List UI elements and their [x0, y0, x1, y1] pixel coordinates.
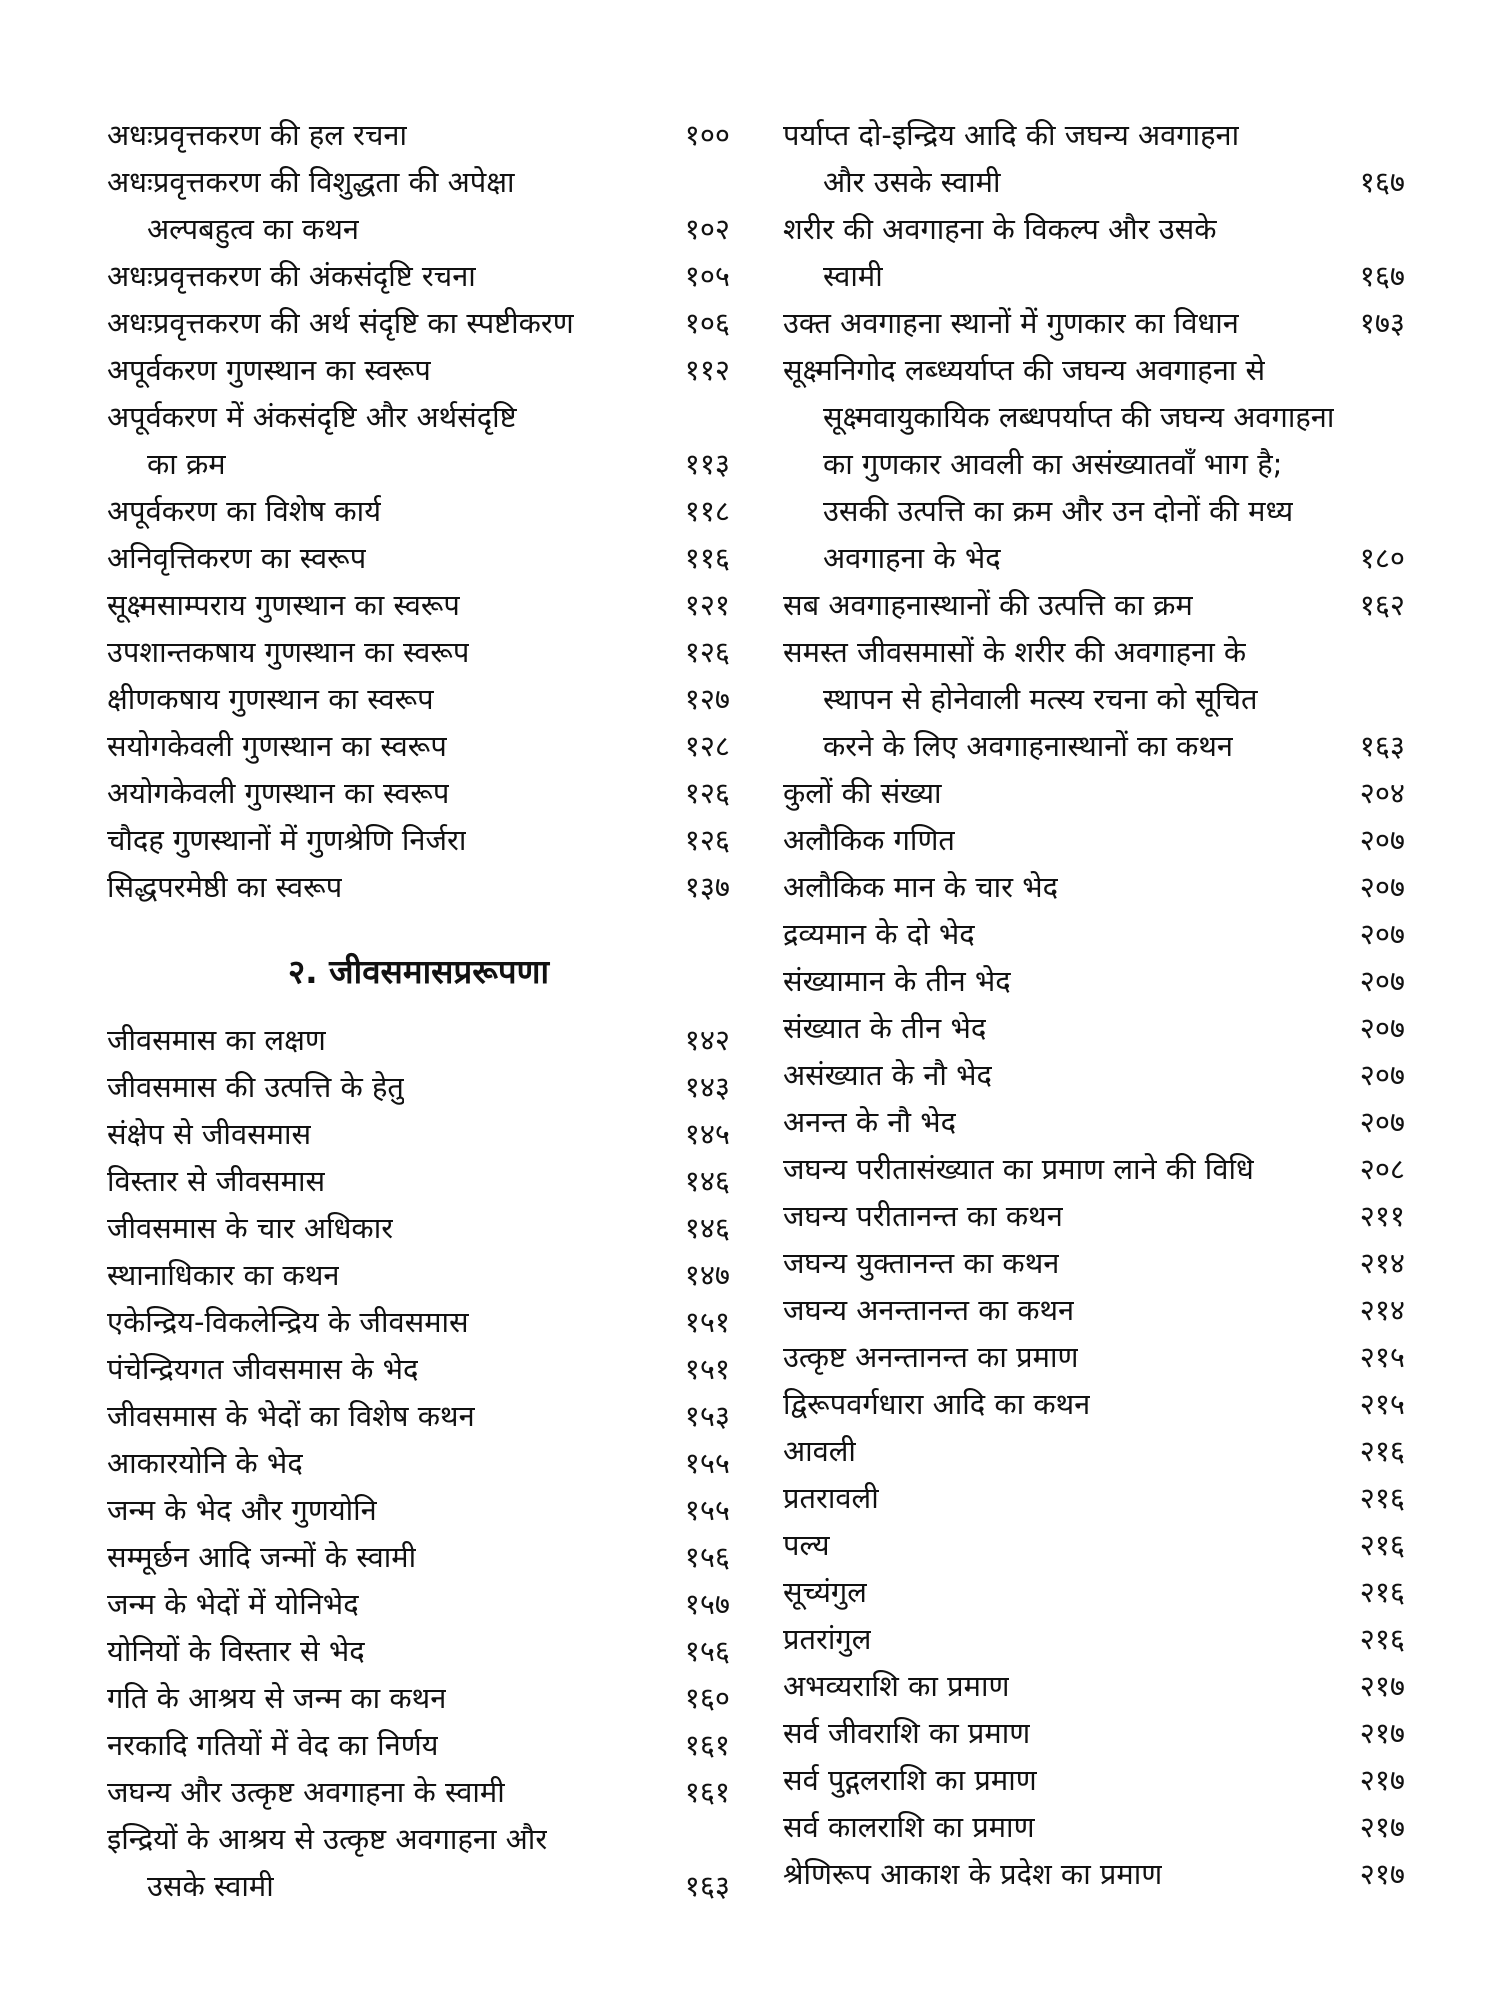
- toc-entry: [107, 1017, 730, 1064]
- toc-page-number: २०७: [1359, 870, 1405, 904]
- toc-list-right: [783, 112, 1405, 1898]
- toc-entry: [783, 1052, 1405, 1099]
- toc-entry-continuation-line: [783, 253, 1405, 300]
- toc-entry-line: [107, 1487, 730, 1534]
- toc-entry: [783, 1663, 1405, 1710]
- toc-entry: [107, 1487, 730, 1534]
- toc-entry-title: अधःप्रवृत्तकरण की अर्थ संदृष्टि का स्पष्टीकरण: [107, 306, 574, 340]
- toc-entry: [107, 1628, 730, 1675]
- toc-page-number: १४६: [684, 1211, 730, 1245]
- toc-entry: [783, 864, 1405, 911]
- toc-entry: [783, 629, 1405, 770]
- toc-entry: [107, 1393, 730, 1440]
- toc-entry-title: जघन्य युक्तानन्त का कथन: [783, 1246, 1060, 1280]
- toc-entry-title: अलौकिक गणित: [783, 823, 955, 857]
- toc-entry: [107, 1205, 730, 1252]
- toc-page-number: २०७: [1359, 1058, 1405, 1092]
- toc-page-number: १४६: [684, 1164, 730, 1198]
- toc-page-number: १६३: [684, 1869, 730, 1903]
- toc-entry: [107, 112, 730, 159]
- toc-page-number: १२६: [684, 635, 730, 669]
- toc-entry-title: श्रेणिरूप आकाश के प्रदेश का प्रमाण: [783, 1857, 1163, 1891]
- toc-entry: [783, 911, 1405, 958]
- toc-entry-line: [107, 1393, 730, 1440]
- toc-entry-title: अनिवृत्तिकरण का स्वरूप: [107, 541, 367, 575]
- toc-page-number: १२८: [684, 729, 730, 763]
- toc-entry: [107, 1581, 730, 1628]
- toc-entry: [783, 347, 1405, 582]
- toc-page-number: १५५: [684, 1446, 730, 1480]
- toc-page-number: २१६: [1359, 1434, 1405, 1468]
- toc-entry-continuation-line: [107, 441, 730, 488]
- toc-entry-line: [783, 347, 1405, 394]
- toc-entry-title: समस्त जीवसमासों के शरीर की अवगाहना के: [783, 635, 1247, 669]
- toc-entry-line: [107, 770, 730, 817]
- toc-entry-line: [107, 112, 730, 159]
- toc-entry-line: [783, 1334, 1405, 1381]
- toc-entry-line: [783, 911, 1405, 958]
- toc-entry: [783, 1569, 1405, 1616]
- toc-entry-title: का क्रम: [147, 447, 226, 481]
- toc-page-number: १५१: [684, 1305, 730, 1339]
- toc-entry-continuation-line: [783, 441, 1405, 488]
- toc-entry: [107, 1769, 730, 1816]
- toc-entry-title: अपूर्वकरण का विशेष कार्य: [107, 494, 382, 528]
- toc-entry-title: अधःप्रवृत्तकरण की अंकसंदृष्टि रचना: [107, 259, 476, 293]
- toc-entry-title: प्रतरावली: [783, 1481, 879, 1515]
- toc-entry: [783, 206, 1405, 300]
- toc-page-number: १०२: [684, 212, 730, 246]
- toc-entry: [783, 1287, 1405, 1334]
- toc-page-number: १८०: [1359, 541, 1405, 575]
- toc-entry: [107, 1111, 730, 1158]
- toc-entry: [783, 1475, 1405, 1522]
- toc-page-number: १४२: [684, 1023, 730, 1057]
- toc-page-number: १४३: [684, 1070, 730, 1104]
- toc-entry-line: [783, 1522, 1405, 1569]
- toc-entry-title: अपूर्वकरण गुणस्थान का स्वरूप: [107, 353, 431, 387]
- toc-entry-line: [783, 770, 1405, 817]
- toc-entry-line: [783, 1428, 1405, 1475]
- toc-entry: [783, 1710, 1405, 1757]
- toc-page-number: १०६: [684, 306, 730, 340]
- toc-entry: [783, 1851, 1405, 1898]
- toc-entry-title: सूक्ष्मसाम्पराय गुणस्थान का स्वरूप: [107, 588, 460, 622]
- toc-entry: [107, 629, 730, 676]
- toc-entry-line: [107, 1581, 730, 1628]
- toc-page-number: ११८: [684, 494, 730, 528]
- toc-entry-title: सूच्यंगुल: [783, 1575, 867, 1609]
- toc-entry-line: [107, 817, 730, 864]
- toc-entry: [107, 1346, 730, 1393]
- toc-page-number: १५६: [684, 1540, 730, 1574]
- toc-page-number: १४५: [684, 1117, 730, 1151]
- toc-entry-title: सूक्ष्मनिगोद लब्ध्यर्याप्त की जघन्य अवगाहना से: [783, 353, 1266, 387]
- toc-page-number: २१४: [1359, 1246, 1405, 1280]
- toc-entry-title: एकेन्द्रिय-विकलेन्द्रिय के जीवसमास: [107, 1305, 469, 1339]
- toc-page-number: २०८: [1359, 1152, 1405, 1186]
- toc-entry-title: उत्कृष्ट अनन्तानन्त का प्रमाण: [783, 1340, 1079, 1374]
- toc-entry: [107, 488, 730, 535]
- toc-entry-line: [107, 1722, 730, 1769]
- toc-entry-title: पर्याप्त दो-इन्द्रिय आदि की जघन्य अवगाहना: [783, 118, 1240, 152]
- toc-entry: [107, 159, 730, 253]
- toc-entry-line: [783, 1851, 1405, 1898]
- toc-entry-title: स्वामी: [823, 259, 883, 293]
- right-column: [783, 112, 1405, 1898]
- toc-page-number: १२१: [684, 588, 730, 622]
- toc-entry-title: और उसके स्वामी: [823, 165, 1001, 199]
- toc-entry-continuation-line: [783, 488, 1405, 535]
- toc-entry-title: उसकी उत्पत्ति का क्रम और उन दोनों की मध्य: [823, 494, 1294, 528]
- toc-page-number: २०७: [1359, 823, 1405, 857]
- toc-entry-line: [783, 629, 1405, 676]
- toc-entry-line: [783, 1475, 1405, 1522]
- toc-page-number: २१५: [1359, 1340, 1405, 1374]
- toc-entry: [783, 1616, 1405, 1663]
- toc-entry-line: [107, 1346, 730, 1393]
- toc-entry-title: नरकादि गतियों में वेद का निर्णय: [107, 1728, 439, 1762]
- toc-entry: [783, 1005, 1405, 1052]
- toc-entry-line: [783, 1005, 1405, 1052]
- toc-entry-title: सब अवगाहनास्थानों की उत्पत्ति का क्रम: [783, 588, 1193, 622]
- toc-entry-line: [783, 1146, 1405, 1193]
- toc-entry-title: द्विरूपवर्गधारा आदि का कथन: [783, 1387, 1091, 1421]
- toc-page-number: १२७: [684, 682, 730, 716]
- toc-entry-title: आकारयोनि के भेद: [107, 1446, 303, 1480]
- toc-entry-title: जघन्य अनन्तानन्त का कथन: [783, 1293, 1075, 1327]
- toc-page-number: १३७: [684, 870, 730, 904]
- toc-list-part-2: [107, 1017, 730, 1910]
- toc-entry: [107, 535, 730, 582]
- toc-entry-title: चौदह गुणस्थानों में गुणश्रेणि निर्जरा: [107, 823, 467, 857]
- toc-entry-title: अधःप्रवृत्तकरण की हल रचना: [107, 118, 407, 152]
- toc-page-number: १६३: [1359, 729, 1405, 763]
- toc-entry: [783, 1804, 1405, 1851]
- toc-entry-line: [783, 1287, 1405, 1334]
- toc-entry-line: [783, 1381, 1405, 1428]
- toc-entry-title: सर्व पुद्गलराशि का प्रमाण: [783, 1763, 1037, 1797]
- toc-entry-line: [107, 1205, 730, 1252]
- toc-entry-title: उसके स्वामी: [147, 1869, 274, 1903]
- toc-entry-title: पंचेन्द्रियगत जीवसमास के भेद: [107, 1352, 419, 1386]
- toc-page-number: २१७: [1359, 1857, 1405, 1891]
- toc-entry-title: आवली: [783, 1434, 856, 1468]
- toc-page-number: २०७: [1359, 1011, 1405, 1045]
- toc-entry-title: अलौकिक मान के चार भेद: [783, 870, 1059, 904]
- toc-page-number: २१६: [1359, 1528, 1405, 1562]
- toc-entry-title: उपशान्तकषाय गुणस्थान का स्वरूप: [107, 635, 470, 669]
- toc-entry-line: [107, 1675, 730, 1722]
- toc-entry-line: [107, 1299, 730, 1346]
- toc-entry-line: [107, 629, 730, 676]
- toc-entry: [783, 1428, 1405, 1475]
- toc-entry-line: [107, 488, 730, 535]
- toc-page-number: १६१: [684, 1728, 730, 1762]
- toc-entry-title: जघन्य परीतासंख्यात का प्रमाण लाने की विधि: [783, 1152, 1254, 1186]
- toc-entry: [107, 1534, 730, 1581]
- toc-page-number: १६७: [1359, 165, 1405, 199]
- toc-entry: [107, 1816, 730, 1910]
- toc-entry-title: संक्षेप से जीवसमास: [107, 1117, 312, 1151]
- toc-page-number: १०५: [684, 259, 730, 293]
- toc-entry: [107, 1722, 730, 1769]
- toc-entry-title: का गुणकार आवली का असंख्यातवाँ भाग है;: [823, 447, 1283, 481]
- toc-page-number: १६०: [684, 1681, 730, 1715]
- toc-entry: [107, 1064, 730, 1111]
- toc-list-part-1: [107, 112, 730, 911]
- toc-page-number: २०७: [1359, 1105, 1405, 1139]
- toc-entry: [107, 770, 730, 817]
- toc-page-number: १६७: [1359, 259, 1405, 293]
- toc-page-number: १२६: [684, 823, 730, 857]
- toc-entry: [107, 864, 730, 911]
- toc-page-number: १५६: [684, 1634, 730, 1668]
- toc-entry-title: सिद्धपरमेष्ठी का स्वरूप: [107, 870, 343, 904]
- toc-entry: [107, 394, 730, 488]
- toc-entry-line: [783, 300, 1405, 347]
- toc-entry-continuation-line: [783, 394, 1405, 441]
- toc-page-number: १७३: [1359, 306, 1405, 340]
- toc-entry-line: [783, 1052, 1405, 1099]
- toc-entry-line: [107, 582, 730, 629]
- toc-entry-title: उक्त अवगाहना स्थानों में गुणकार का विधान: [783, 306, 1239, 340]
- toc-entry-title: अधःप्रवृत्तकरण की विशुद्धता की अपेक्षा: [107, 165, 515, 199]
- toc-entry-title: शरीर की अवगाहना के विकल्प और उसके: [783, 212, 1217, 246]
- toc-entry: [783, 1757, 1405, 1804]
- toc-entry: [783, 582, 1405, 629]
- toc-entry: [107, 1158, 730, 1205]
- toc-entry-title: जीवसमास के चार अधिकार: [107, 1211, 394, 1245]
- toc-entry-line: [107, 394, 730, 441]
- toc-entry-line: [107, 1534, 730, 1581]
- toc-entry-title: गति के आश्रय से जन्म का कथन: [107, 1681, 447, 1715]
- section-heading: २. जीवसमासप्ररूपणा: [287, 951, 550, 991]
- toc-entry-title: सर्व जीवराशि का प्रमाण: [783, 1716, 1031, 1750]
- toc-entry-line: [107, 1017, 730, 1064]
- toc-entry-line: [783, 1616, 1405, 1663]
- toc-entry: [783, 1334, 1405, 1381]
- toc-page-number: १५१: [684, 1352, 730, 1386]
- toc-entry: [107, 723, 730, 770]
- toc-entry-title: द्रव्यमान के दो भेद: [783, 917, 975, 951]
- toc-entry: [783, 1381, 1405, 1428]
- toc-page-number: २१७: [1359, 1669, 1405, 1703]
- toc-entry: [107, 1675, 730, 1722]
- toc-page-number: १५३: [684, 1399, 730, 1433]
- toc-entry: [783, 1146, 1405, 1193]
- toc-entry: [107, 253, 730, 300]
- toc-entry-title: योनियों के विस्तार से भेद: [107, 1634, 365, 1668]
- toc-entry: [107, 676, 730, 723]
- toc-page-number: ११६: [684, 541, 730, 575]
- toc-page-number: २०७: [1359, 964, 1405, 998]
- toc-entry-continuation-line: [783, 159, 1405, 206]
- toc-entry-line: [783, 817, 1405, 864]
- toc-entry-title: सयोगकेवली गुणस्थान का स्वरूप: [107, 729, 447, 763]
- toc-entry: [107, 1440, 730, 1487]
- toc-entry-line: [107, 535, 730, 582]
- toc-entry: [107, 582, 730, 629]
- toc-page-number: २१७: [1359, 1810, 1405, 1844]
- toc-entry-title: अवगाहना के भेद: [823, 541, 1001, 575]
- toc-entry-title: सम्मूर्छन आदि जन्मों के स्वामी: [107, 1540, 417, 1574]
- toc-entry-title: जीवसमास की उत्पत्ति के हेतु: [107, 1070, 404, 1104]
- toc-entry-line: [107, 1628, 730, 1675]
- toc-entry-title: सर्व कालराशि का प्रमाण: [783, 1810, 1035, 1844]
- toc-entry-title: जन्म के भेद और गुणयोनि: [107, 1493, 377, 1527]
- toc-page-number: २१७: [1359, 1763, 1405, 1797]
- toc-page-number: १४७: [684, 1258, 730, 1292]
- toc-entry-continuation-line: [107, 206, 730, 253]
- toc-entry-title: जीवसमास का लक्षण: [107, 1023, 326, 1057]
- toc-entry-line: [783, 582, 1405, 629]
- toc-page-number: १६१: [684, 1775, 730, 1809]
- toc-page-number: ११३: [684, 447, 730, 481]
- toc-entry-title: पल्य: [783, 1528, 830, 1562]
- toc-entry: [107, 1299, 730, 1346]
- toc-entry-title: संख्यात के तीन भेद: [783, 1011, 987, 1045]
- toc-entry: [783, 1240, 1405, 1287]
- toc-entry: [783, 1193, 1405, 1240]
- toc-entry-line: [783, 864, 1405, 911]
- toc-page-number: ११२: [684, 353, 730, 387]
- toc-entry-line: [783, 1663, 1405, 1710]
- toc-entry-line: [783, 1757, 1405, 1804]
- toc-entry-line: [783, 1099, 1405, 1146]
- toc-entry: [783, 1522, 1405, 1569]
- toc-entry-title: अनन्त के नौ भेद: [783, 1105, 957, 1139]
- toc-entry-line: [107, 300, 730, 347]
- toc-entry-line: [783, 1193, 1405, 1240]
- toc-entry-line: [783, 1569, 1405, 1616]
- toc-page-number: २१६: [1359, 1575, 1405, 1609]
- toc-entry-title: क्षीणकषाय गुणस्थान का स्वरूप: [107, 682, 434, 716]
- toc-entry-title: जीवसमास के भेदों का विशेष कथन: [107, 1399, 475, 1433]
- left-column: [107, 112, 730, 1910]
- toc-entry-title: अल्पबहुत्व का कथन: [147, 212, 359, 246]
- toc-entry-line: [107, 1064, 730, 1111]
- toc-page-number: १५५: [684, 1493, 730, 1527]
- toc-entry-line: [107, 1769, 730, 1816]
- toc-entry-line: [783, 958, 1405, 1005]
- toc-page-number: १६२: [1359, 588, 1405, 622]
- toc-page-number: २१४: [1359, 1293, 1405, 1327]
- toc-entry: [783, 300, 1405, 347]
- toc-entry-line: [107, 864, 730, 911]
- toc-entry-title: संख्यामान के तीन भेद: [783, 964, 1011, 998]
- toc-page-number: २०७: [1359, 917, 1405, 951]
- toc-entry-line: [107, 676, 730, 723]
- toc-entry-title: अभव्यराशि का प्रमाण: [783, 1669, 1010, 1703]
- toc-entry-title: विस्तार से जीवसमास: [107, 1164, 326, 1198]
- toc-entry-line: [107, 347, 730, 394]
- toc-page-number: २१६: [1359, 1622, 1405, 1656]
- toc-entry-title: स्थानाधिकार का कथन: [107, 1258, 340, 1292]
- toc-page-number: १५७: [684, 1587, 730, 1621]
- toc-entry-title: अयोगकेवली गुणस्थान का स्वरूप: [107, 776, 450, 810]
- toc-entry-line: [783, 112, 1405, 159]
- toc-page-number: २१६: [1359, 1481, 1405, 1515]
- toc-entry-title: जघन्य और उत्कृष्ट अवगाहना के स्वामी: [107, 1775, 505, 1809]
- toc-entry-title: असंख्यात के नौ भेद: [783, 1058, 992, 1092]
- toc-entry-line: [783, 1804, 1405, 1851]
- toc-entry-continuation-line: [783, 676, 1405, 723]
- toc-entry: [107, 347, 730, 394]
- toc-entry: [783, 770, 1405, 817]
- toc-entry-continuation-line: [783, 723, 1405, 770]
- toc-page-number: १२६: [684, 776, 730, 810]
- toc-entry: [783, 1099, 1405, 1146]
- toc-entry-title: अपूर्वकरण में अंकसंदृष्टि और अर्थसंदृष्टि: [107, 400, 517, 434]
- toc-page-number: २१५: [1359, 1387, 1405, 1421]
- toc-entry-title: जन्म के भेदों में योनिभेद: [107, 1587, 359, 1621]
- toc-page-number: २१७: [1359, 1716, 1405, 1750]
- toc-entry-line: [783, 1710, 1405, 1757]
- toc-entry-line: [107, 723, 730, 770]
- toc-entry-line: [107, 1158, 730, 1205]
- toc-entry-line: [783, 1240, 1405, 1287]
- toc-entry-line: [107, 159, 730, 206]
- toc-entry-continuation-line: [107, 1863, 730, 1910]
- toc-entry-line: [783, 206, 1405, 253]
- toc-entry-title: कुलों की संख्या: [783, 776, 942, 810]
- toc-entry-title: इन्द्रियों के आश्रय से उत्कृष्ट अवगाहना और: [107, 1822, 548, 1856]
- toc-entry: [107, 1252, 730, 1299]
- toc-entry-line: [107, 1111, 730, 1158]
- toc-entry: [783, 817, 1405, 864]
- toc-entry-title: सूक्ष्मवायुकायिक लब्धपर्याप्त की जघन्य अवगाहना: [823, 400, 1335, 434]
- toc-entry-title: जघन्य परीतानन्त का कथन: [783, 1199, 1063, 1233]
- toc-entry-line: [107, 253, 730, 300]
- toc-entry: [107, 817, 730, 864]
- toc-page-number: २०४: [1359, 776, 1405, 810]
- toc-entry-title: स्थापन से होनेवाली मत्स्य रचना को सूचित: [823, 682, 1258, 716]
- toc-entry: [107, 300, 730, 347]
- toc-page-number: २११: [1359, 1199, 1405, 1233]
- toc-entry-continuation-line: [783, 535, 1405, 582]
- toc-entry-title: करने के लिए अवगाहनास्थानों का कथन: [823, 729, 1233, 763]
- toc-entry-title: प्रतरांगुल: [783, 1622, 872, 1656]
- toc-entry: [783, 958, 1405, 1005]
- toc-entry: [783, 112, 1405, 206]
- toc-entry-line: [107, 1252, 730, 1299]
- toc-entry-line: [107, 1816, 730, 1863]
- toc-page-number: १००: [684, 118, 730, 152]
- toc-entry-line: [107, 1440, 730, 1487]
